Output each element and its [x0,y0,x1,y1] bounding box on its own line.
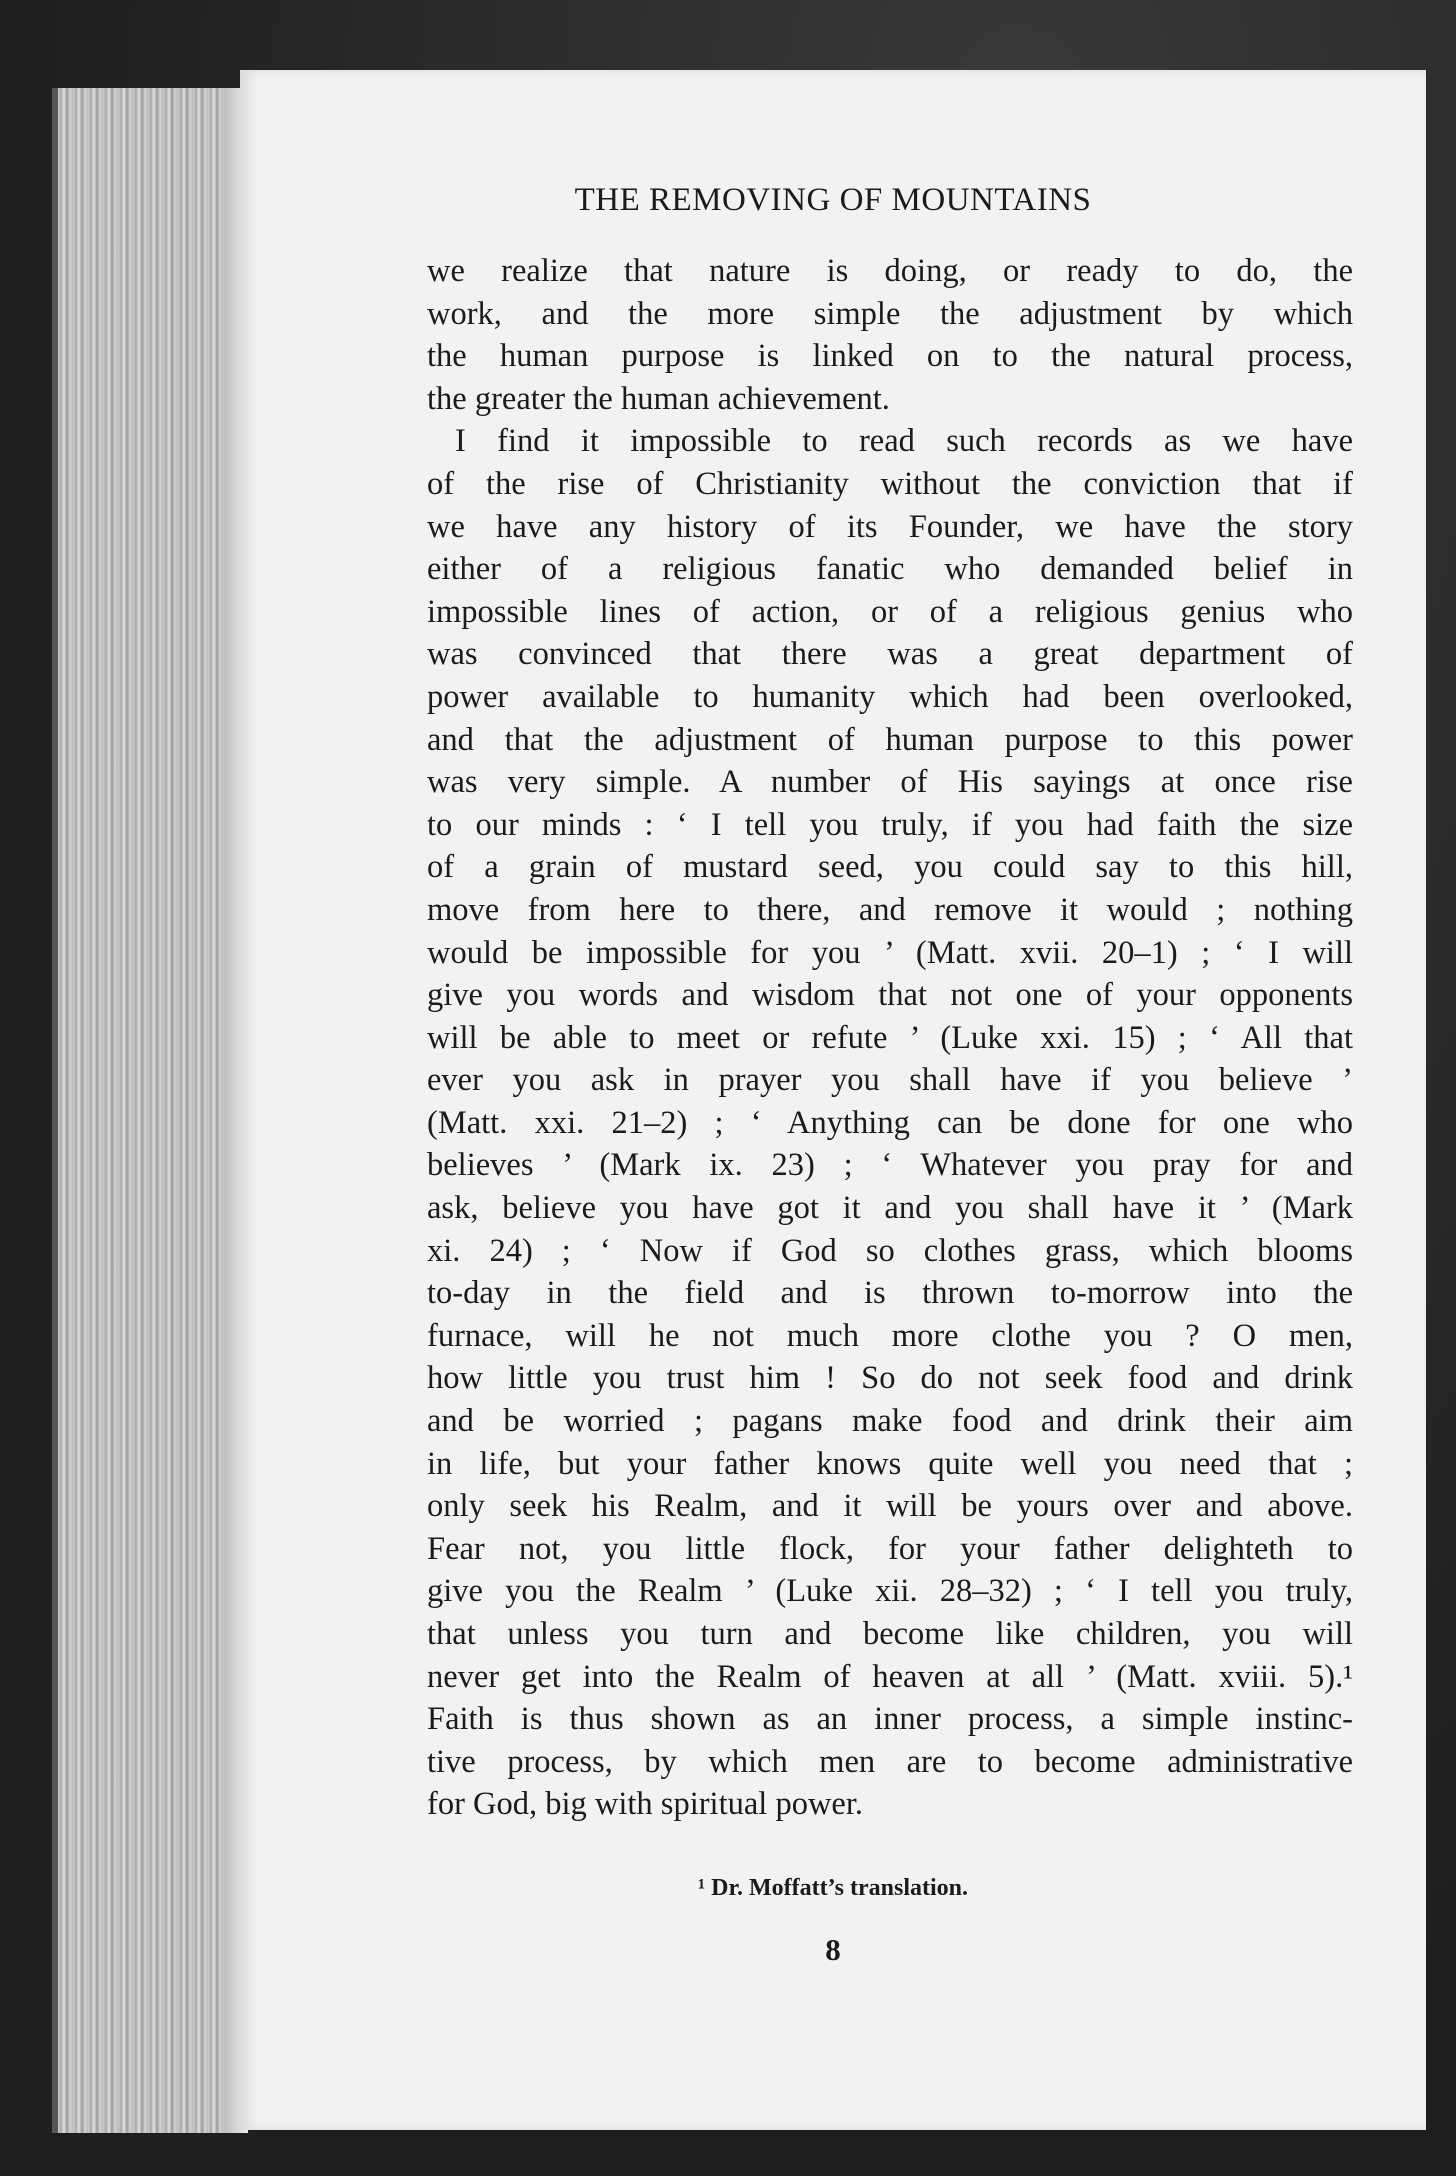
text-line: I find it impossible to read such records as we have [455,423,1353,460]
text-line: power available to humanity which had been overlooked, [427,678,1353,715]
text-line: work, and the more simple the adjustment by which [427,295,1353,332]
page-number: 8 [825,1932,841,1967]
text-line: in life, but your father knows quite well you need that ; [427,1445,1353,1482]
text-line: will be able to meet or refute ’ (Luke xxi. 15) ; ‘ All that [427,1019,1353,1056]
text-line: furnace, will he not much more clothe you ? O men, [427,1317,1353,1354]
running-head: THE REMOVING OF MOUNTAINS [574,182,1092,218]
text-line: believes ’ (Mark ix. 23) ; ‘ Whatever you pray for and [427,1147,1353,1184]
text-line: we have any history of its Founder, we have the story [427,508,1353,545]
book-page-edges [52,88,248,2133]
text-line: to our minds : ‘ I tell you truly, if you had faith the size [427,806,1353,843]
book-page [240,70,1426,2130]
text-line: (Matt. xxi. 21–2) ; ‘ Anything can be done for one who [427,1104,1353,1141]
text-line: was convinced that there was a great department of [427,636,1353,673]
text-line: move from here to there, and remove it would ; nothing [427,891,1353,928]
text-line: give you words and wisdom that not one of your opponents [427,977,1353,1014]
text-line: never get into the Realm of heaven at all ’ (Matt. xviii. 5).¹ [427,1658,1353,1695]
text-line: would be impossible for you ’ (Matt. xvii. 20–1) ; ‘ I will [427,934,1353,971]
text-line: was very simple. A number of His sayings at once rise [427,764,1353,801]
text-line: Faith is thus shown as an inner process, a simple instinc- [427,1701,1353,1738]
text-line: ever you ask in prayer you shall have if you believe ’ [427,1062,1353,1099]
text-line: the greater the human achievement. [427,380,890,417]
text-line: to-day in the field and is thrown to-morrow into the [427,1275,1353,1312]
text-line: ask, believe you have got it and you shall have it ’ (Mark [427,1190,1353,1227]
text-line: we realize that nature is doing, or ready to do, the [427,253,1353,289]
text-line: tive process, by which men are to become administrative [427,1743,1353,1780]
text-line: only seek his Realm, and it will be yours over and above. [427,1488,1353,1525]
text-line: of a grain of mustard seed, you could say to this hill, [427,849,1353,886]
text-line: Fear not, you little flock, for your father delighteth to [427,1530,1353,1567]
text-line: the human purpose is linked on to the natural process, [427,338,1353,375]
footnote: ¹ Dr. Moffatt’s translation. [697,1875,969,1901]
text-line: and that the adjustment of human purpose to this power [427,721,1353,758]
text-line: for God, big with spiritual power. [427,1786,863,1823]
text-line: and be worried ; pagans make food and drink their aim [427,1403,1353,1440]
body-text [427,250,1353,1826]
text-line: give you the Realm ’ (Luke xii. 28–32) ; ‘ I tell you truly, [427,1573,1353,1610]
text-line: either of a religious fanatic who demanded belief in [427,551,1353,588]
text-line: how little you trust him ! So do not seek food and drink [427,1360,1353,1397]
text-line: that unless you turn and become like children, you will [427,1616,1353,1652]
text-line: xi. 24) ; ‘ Now if God so clothes grass, which blooms [427,1232,1353,1269]
text-line: impossible lines of action, or of a religious genius who [427,593,1353,630]
text-line: of the rise of Christianity without the conviction that if [427,465,1353,502]
